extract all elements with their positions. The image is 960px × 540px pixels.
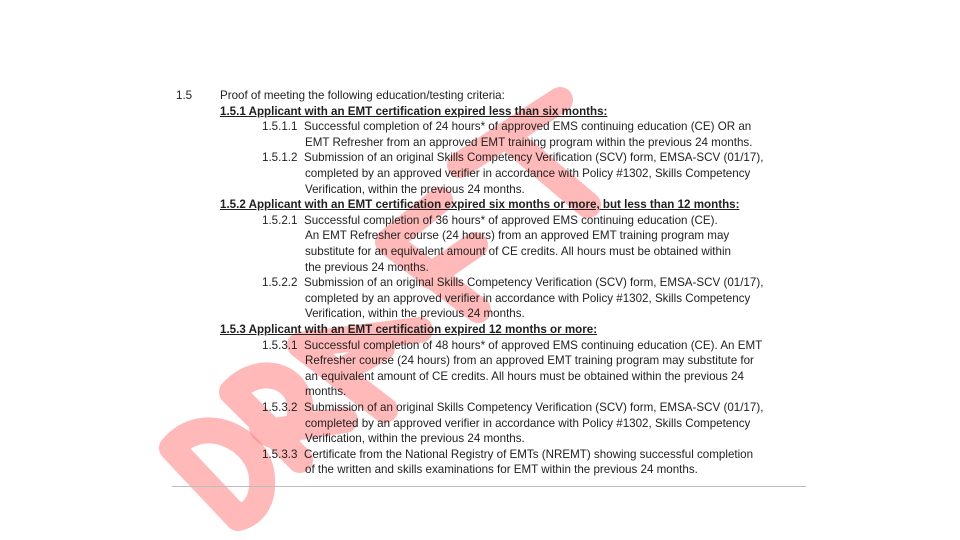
item-text-line: Successful completion of 36 hours* of approved EMS continuing education (CE). — [304, 213, 718, 227]
bottom-rule — [172, 486, 806, 487]
item-number: 1.5.3.3 — [262, 447, 298, 461]
item-text-line: Submission of an original Skills Competency Verification (SCV) form, EMSA-SCV (01/17), — [304, 401, 764, 414]
item-text-line: substitute for an equivalent amount of CE credits. All hours must be obtained within — [305, 245, 731, 258]
section-number: 1.5 — [176, 89, 193, 102]
item-text-line: Verification, within the previous 24 months. — [305, 182, 525, 196]
item-text-line: Submission of an original Skills Competency Verification (SCV) form, EMSA-SCV (01/17), — [304, 276, 764, 290]
item-text-line: months. — [305, 385, 347, 399]
item-number: 1.5.1.2 — [262, 151, 298, 165]
item-number: 1.5.1.1 — [262, 120, 298, 134]
item-text-line: EMT Refresher from an approved EMT training program within the previous 24 months. — [305, 135, 753, 149]
block-heading: 1.5.3 Applicant with an EMT certification expired 12 months or more: — [220, 323, 598, 336]
item-number: 1.5.3.1 — [262, 338, 298, 352]
item-text-line: An EMT Refresher course (24 hours) from an approved EMT training program may — [305, 229, 730, 243]
item-text-line: Certificate from the National Registry of EMTs (NREMT) showing successful completion — [304, 447, 754, 461]
item-text-line: of the written and skills examinations for EMT within the previous 24 months. — [305, 463, 698, 477]
item-text-line: Successful completion of 48 hours* of approved EMS continuing education (CE). An EMT — [304, 338, 763, 352]
item-text-line: Verification, within the previous 24 months. — [305, 307, 525, 321]
item-number: 1.5.3.2 — [262, 401, 298, 414]
section-intro: Proof of meeting the following education/testing criteria: — [220, 89, 505, 102]
item-number: 1.5.2.2 — [262, 276, 298, 290]
item-text-line: Verification, within the previous 24 months. — [305, 432, 525, 446]
item-text-line: completed by an approved verifier in accordance with Policy #1302, Skills Competency — [305, 416, 751, 430]
block-heading: 1.5.2 Applicant with an EMT certification expired six months or more, but less than 12 months: — [220, 198, 740, 212]
item-text-line: Refresher course (24 hours) from an approved EMT training program may substitute for — [305, 354, 754, 368]
item-text-line: completed by an approved verifier in accordance with Policy #1302, Skills Competency — [305, 167, 751, 180]
block-heading: 1.5.1 Applicant with an EMT certification expired less than six months: — [220, 104, 608, 118]
item-number: 1.5.2.1 — [262, 213, 298, 227]
item-text-line: completed by an approved verifier in accordance with Policy #1302, Skills Competency — [305, 291, 751, 305]
item-text-line: an equivalent amount of CE credits. All hours must be obtained within the previous 24 — [305, 369, 744, 383]
item-text-line: the previous 24 months. — [305, 260, 429, 274]
item-text-line: Successful completion of 24 hours* of approved EMS continuing education (CE) OR an — [304, 120, 752, 134]
item-text-line: Submission of an original Skills Competency Verification (SCV) form, EMSA-SCV (01/17), — [304, 151, 764, 165]
